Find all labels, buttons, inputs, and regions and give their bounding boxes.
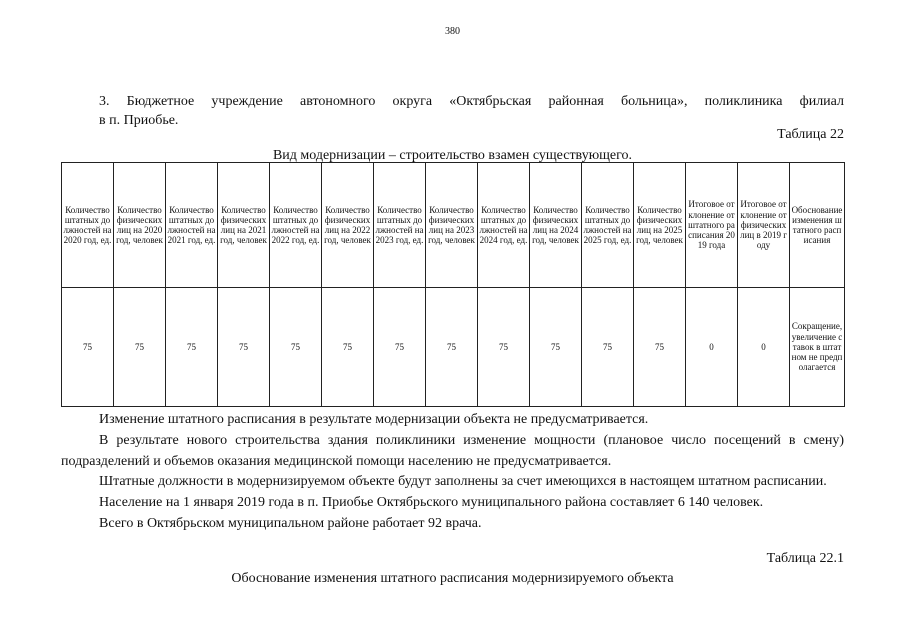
intro-line-2: в п. Приобье. — [99, 113, 179, 128]
header-cell: Итоговое отклонение от физических лиц в 2019 году — [738, 163, 790, 288]
header-cell: Итоговое отклонение от штатного расписания 2019 года — [686, 163, 738, 288]
table-2-label: Таблица 22.1 — [766, 551, 844, 566]
value-cell: 75 — [426, 288, 478, 407]
value-cell: 0 — [686, 288, 738, 407]
value-cell: 75 — [530, 288, 582, 407]
header-cell: Количество штатных должностей на 2025 год, ед. — [582, 163, 634, 288]
table-2-caption: Обоснование изменения штатного расписания модернизируемого объекта — [231, 571, 674, 586]
value-cell: 75 — [478, 288, 530, 407]
paragraph: В результате нового строительства здания поликлиники изменение мощности (плановое число посещений в смену) подразделений и объемов оказания медицинской помощи населению не предусматривается. — [61, 432, 844, 469]
header-cell: Количество физических лиц на 2020 год, человек — [114, 163, 166, 288]
value-cell: 75 — [374, 288, 426, 407]
value-cell: 75 — [270, 288, 322, 407]
page-number: 380 — [445, 26, 460, 37]
header-cell: Количество физических лиц на 2025 год, человек — [634, 163, 686, 288]
value-cell: 75 — [114, 288, 166, 407]
table-label: Таблица 22 — [777, 127, 844, 142]
value-cell: 75 — [218, 288, 270, 407]
value-cell: 75 — [62, 288, 114, 407]
value-cell: 75 — [582, 288, 634, 407]
paragraph: Население на 1 января 2019 года в п. Приобье Октябрьского муниципального района составляет 6 140 человек. — [99, 495, 764, 511]
header-cell: Количество физических лиц на 2023 год, человек — [426, 163, 478, 288]
header-cell: Количество штатных должностей на 2021 год, ед. — [166, 163, 218, 288]
intro-paragraph — [99, 92, 844, 130]
header-cell: Количество штатных должностей на 2024 год, ед. — [478, 163, 530, 288]
value-cell: 75 — [322, 288, 374, 407]
paragraph: Всего в Октябрьском муниципальном районе работает 92 врача. — [99, 515, 482, 531]
staffing-table — [61, 162, 845, 407]
table-row — [62, 288, 845, 407]
body-text — [61, 410, 844, 535]
value-cell: 75 — [634, 288, 686, 407]
value-cell: 75 — [166, 288, 218, 407]
header-cell: Количество штатных должностей на 2022 год, ед. — [270, 163, 322, 288]
header-cell: Количество физических лиц на 2022 год, человек — [322, 163, 374, 288]
table-caption: Вид модернизации – строительство взамен существующего. — [272, 148, 633, 163]
paragraph: Изменение штатного расписания в результате модернизации объекта не предусматривается. — [99, 412, 649, 427]
header-cell: Количество штатных должностей на 2023 год, ед. — [374, 163, 426, 288]
paragraph: Штатные должности в модернизируемом объекте будут заполнены за счет имеющихся в настоящем штатном расписании. — [99, 474, 827, 490]
header-cell: Обоснование изменения штатного расписания — [790, 163, 845, 288]
intro-line-1: 3. Бюджетное учреждение автономного округа «Октябрьская районная больница», поликлиника филиал — [99, 94, 844, 109]
header-cell: Количество штатных должностей на 2020 год, ед. — [62, 163, 114, 288]
table-header-row — [62, 163, 845, 288]
value-cell: 0 — [738, 288, 790, 407]
header-cell: Количество физических лиц на 2024 год, человек — [530, 163, 582, 288]
value-cell: Сокращение, увеличение ставок в штатном не предполагается — [790, 288, 845, 407]
header-cell: Количество физических лиц на 2021 год, человек — [218, 163, 270, 288]
